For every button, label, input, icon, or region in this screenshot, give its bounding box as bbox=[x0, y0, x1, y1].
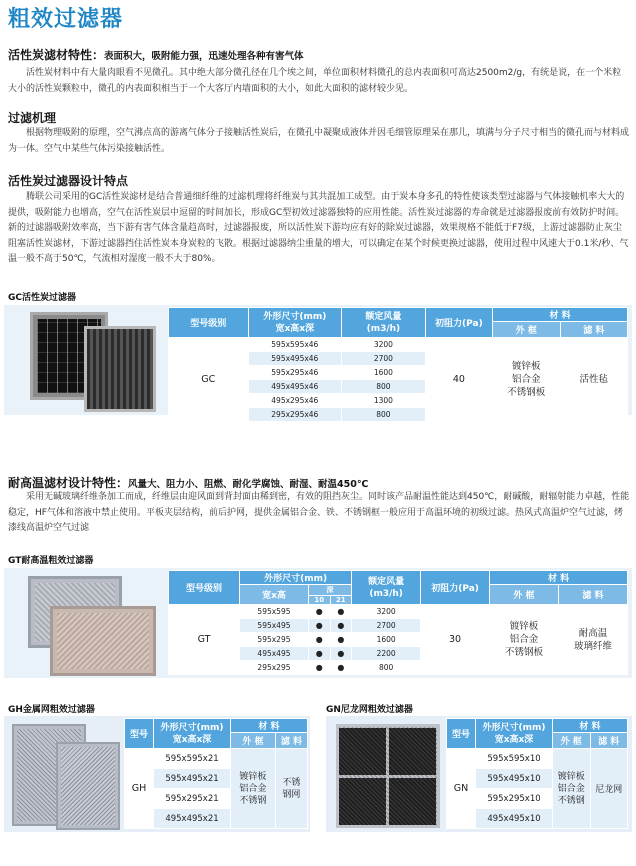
gc-size: 495x495x46 bbox=[248, 380, 342, 394]
gn-frame: 镀锌板 铝合金 不锈钢 bbox=[553, 749, 591, 829]
gc-frame: 镀锌板 铝合金 不锈钢板 bbox=[493, 338, 560, 422]
section1-body: 活性炭材料中有大量肉眼看不见微孔。其中绝大部分微孔径在几个埃之间，单位面积材料微孔的总内表面积可高达2500m2/g，有统是说，在一个米粒大小的活性炭颗粒中，微孔的内表面积相当于一个大客厅内墙面积的大小，如此大面积的滤材较少见。 bbox=[8, 68, 622, 94]
gc-caption: GC活性炭过滤器 bbox=[8, 293, 76, 303]
gh-th-size bbox=[154, 719, 231, 749]
gt-dot: ● bbox=[308, 605, 330, 619]
gt-dot: ● bbox=[308, 661, 330, 675]
gt-flow: 800 bbox=[352, 661, 421, 675]
gc-th-material: 材 料 bbox=[493, 308, 628, 322]
gh-size: 495x495x21 bbox=[154, 809, 231, 829]
page-title: 粗效过滤器 bbox=[8, 7, 124, 32]
gn-spec-table bbox=[446, 718, 628, 829]
section2-heading: 过滤机理 bbox=[8, 111, 57, 125]
gt-dot: ● bbox=[308, 633, 330, 647]
gt-dot: ● bbox=[330, 647, 352, 661]
gh-caption: GH金属网粗效过滤器 bbox=[8, 705, 95, 715]
gh-th-media: 滤 料 bbox=[275, 733, 307, 749]
gn-th-model: 型号 bbox=[447, 719, 476, 749]
gh-th-model: 型号 bbox=[125, 719, 154, 749]
gc-flow: 800 bbox=[342, 380, 426, 394]
gt-filter-photo-front bbox=[50, 606, 156, 676]
gn-th-frame: 外 框 bbox=[553, 733, 591, 749]
section1-heading-sub: 表面积大，吸附能力强，迅速处理各种有害气体 bbox=[104, 51, 304, 62]
gh-model: GH bbox=[125, 749, 154, 829]
gt-th-depth-21: 21 bbox=[330, 596, 352, 605]
gt-th-flow bbox=[352, 571, 421, 605]
gc-size: 295x295x46 bbox=[248, 408, 342, 422]
gh-size: 595x295x21 bbox=[154, 789, 231, 809]
gt-caption: GT耐高温粗效过滤器 bbox=[8, 556, 94, 566]
gn-size: 595x295x10 bbox=[476, 789, 553, 809]
gt-th-size-sub: 宽x高 bbox=[240, 585, 309, 605]
gt-resistance: 30 bbox=[421, 605, 490, 675]
gn-th-size bbox=[476, 719, 553, 749]
gc-flow: 1600 bbox=[342, 366, 426, 380]
gt-th-frame: 外 框 bbox=[490, 585, 559, 605]
gn-size: 595x595x10 bbox=[476, 749, 553, 769]
gt-flow: 2200 bbox=[352, 647, 421, 661]
gt-th-depth: 深 bbox=[308, 585, 351, 596]
gt-size: 595x295 bbox=[240, 633, 309, 647]
gt-model: GT bbox=[169, 605, 240, 675]
gc-th-size-sub: 宽x高x深 bbox=[275, 323, 315, 334]
gn-th-media: 滤 料 bbox=[590, 733, 628, 749]
gn-size: 495x495x10 bbox=[476, 809, 553, 829]
gc-resistance: 40 bbox=[425, 338, 492, 422]
gc-model: GC bbox=[169, 338, 249, 422]
gt-flow: 3200 bbox=[352, 605, 421, 619]
gc-size: 595x495x46 bbox=[248, 352, 342, 366]
gn-model: GN bbox=[447, 749, 476, 829]
gh-th-material: 材 料 bbox=[231, 719, 308, 733]
gh-th-size-label: 外形尺寸(mm) bbox=[160, 722, 224, 733]
gt-th-model: 型号级别 bbox=[169, 571, 240, 605]
gt-size: 595x495 bbox=[240, 619, 309, 633]
gh-frame: 镀锌板 铝合金 不锈钢 bbox=[231, 749, 276, 829]
section1-heading-main: 活性炭滤材特性： bbox=[8, 48, 105, 62]
gt-size: 595x595 bbox=[240, 605, 309, 619]
gt-dot: ● bbox=[308, 619, 330, 633]
gc-size: 495x295x46 bbox=[248, 394, 342, 408]
gc-th-model: 型号级别 bbox=[169, 308, 249, 338]
gc-th-size bbox=[248, 308, 342, 338]
gt-spec-table bbox=[168, 570, 628, 675]
gt-th-flow-label: 额定风量 bbox=[368, 576, 405, 587]
gt-size: 495x495 bbox=[240, 647, 309, 661]
gt-frame: 镀锌板 铝合金 不锈钢板 bbox=[490, 605, 559, 675]
gc-filter-photo-front bbox=[84, 326, 156, 412]
section2-body: 根据物理吸附的原理，空气沸点高的游离气体分子接触活性炭后，在微孔中凝聚成液体并因毛细管原理呆在那儿，填满与分子尺寸相当的微孔而与材料成为一体。空气中某些气体污染接触活性。 bbox=[8, 128, 630, 154]
section4-heading bbox=[8, 474, 368, 491]
gh-size: 595x495x21 bbox=[154, 769, 231, 789]
gt-dot: ● bbox=[330, 619, 352, 633]
gt-flow: 1600 bbox=[352, 633, 421, 647]
section4-body: 采用无碱玻璃纤维条加工而成，纤维层由迎风面到背封面由稀到密，有效的阻挡灰尘。同时该产品耐温性能达到450℃，耐碱酸，耐辐射能力卓越，性能稳定，HF气体和溶液中禁止使用。平板夹层结构，前后护网，提供金属铝合金、铁、不锈钢框一般应用于高温环境的初级过滤。热风式高温炉空气过滤，烤漆线高温炉空气过滤 bbox=[8, 492, 630, 533]
gc-th-flow bbox=[342, 308, 426, 338]
gc-th-flow-unit: (m3/h) bbox=[366, 323, 401, 334]
gt-th-resistance: 初阻力(Pa) bbox=[421, 571, 490, 605]
gt-size: 295x295 bbox=[240, 661, 309, 675]
section4-heading-main: 耐高温滤材设计特性： bbox=[8, 476, 129, 490]
gh-th-frame: 外 框 bbox=[231, 733, 276, 749]
section4-heading-sub: 风量大、阻力小、阻燃、耐化学腐蚀、耐湿、耐温450℃ bbox=[128, 479, 369, 490]
gn-filter-photo bbox=[336, 724, 440, 828]
gt-dot: ● bbox=[308, 647, 330, 661]
gc-th-resistance: 初阻力(Pa) bbox=[425, 308, 492, 338]
gc-media: 活性毡 bbox=[560, 338, 627, 422]
gt-dot: ● bbox=[330, 605, 352, 619]
gn-th-size-label: 外形尺寸(mm) bbox=[482, 722, 546, 733]
gc-flow: 2700 bbox=[342, 352, 426, 366]
gn-size: 595x495x10 bbox=[476, 769, 553, 789]
gn-caption: GN尼龙网粗效过滤器 bbox=[326, 705, 413, 715]
gc-flow: 3200 bbox=[342, 338, 426, 352]
gh-th-size-sub: 宽x高x深 bbox=[172, 734, 212, 745]
gc-th-size-label: 外形尺寸(mm) bbox=[263, 311, 327, 322]
gt-th-depth-10: 10 bbox=[308, 596, 330, 605]
gc-flow: 1300 bbox=[342, 394, 426, 408]
gh-size: 595x595x21 bbox=[154, 749, 231, 769]
gt-th-flow-unit: (m3/h) bbox=[369, 588, 403, 599]
gn-media: 尼龙网 bbox=[590, 749, 628, 829]
section3-body: 腾联公司采用的GC活性炭滤材是结合普通细纤维的过滤机理将纤维炭与其共混加工成型。由于炭本身多孔的特性使该类型过滤器与气体接触机率大大的提供，吸附能力也增高，空气在活性炭层中逗留的时间加长，形成GC型初效过滤器独特的应用性能。活性炭过滤器的寿命就是过滤器报废前有效防护时间。新的过滤器吸附效率高，当下游有害气体含量趋高时，过滤器报废，所以活性炭下游均应有好的除炭过滤器，效果规格不能低于F7级，上游过滤器防止灰尘阻塞活性炭滤材，下游过滤器挡住活性炭本身炭粒的飞散。根据过滤器纳尘重量的增大，可以确定在某个时候更换过滤器，使用过程中风速大于0.1米/秒、气温一般不高于50℃，气流相对湿度一般不大于80%。 bbox=[8, 192, 629, 264]
gc-th-media: 滤 料 bbox=[560, 322, 627, 338]
gc-th-frame: 外 框 bbox=[493, 322, 560, 338]
gt-th-media: 滤 料 bbox=[558, 585, 627, 605]
gc-flow: 800 bbox=[342, 408, 426, 422]
gt-th-material: 材 料 bbox=[490, 571, 628, 585]
section3-heading: 活性炭过滤器设计特点 bbox=[8, 174, 129, 188]
section1-heading bbox=[8, 46, 304, 63]
gn-th-size-sub: 宽x高x深 bbox=[494, 734, 534, 745]
gc-size: 595x595x46 bbox=[248, 338, 342, 352]
gt-media: 耐高温 玻璃纤维 bbox=[558, 605, 627, 675]
gt-th-size: 外形尺寸(mm) bbox=[240, 571, 352, 585]
gt-flow: 2700 bbox=[352, 619, 421, 633]
gt-dot: ● bbox=[330, 661, 352, 675]
gt-dot: ● bbox=[330, 633, 352, 647]
gh-media: 不锈 钢网 bbox=[275, 749, 307, 829]
gc-spec-table bbox=[168, 307, 628, 422]
gh-spec-table bbox=[124, 718, 308, 829]
gc-th-flow-label: 额定风量 bbox=[365, 311, 402, 322]
gh-filter-photo-b bbox=[56, 742, 120, 830]
gc-size: 595x295x46 bbox=[248, 366, 342, 380]
gn-th-material: 材 料 bbox=[553, 719, 628, 733]
